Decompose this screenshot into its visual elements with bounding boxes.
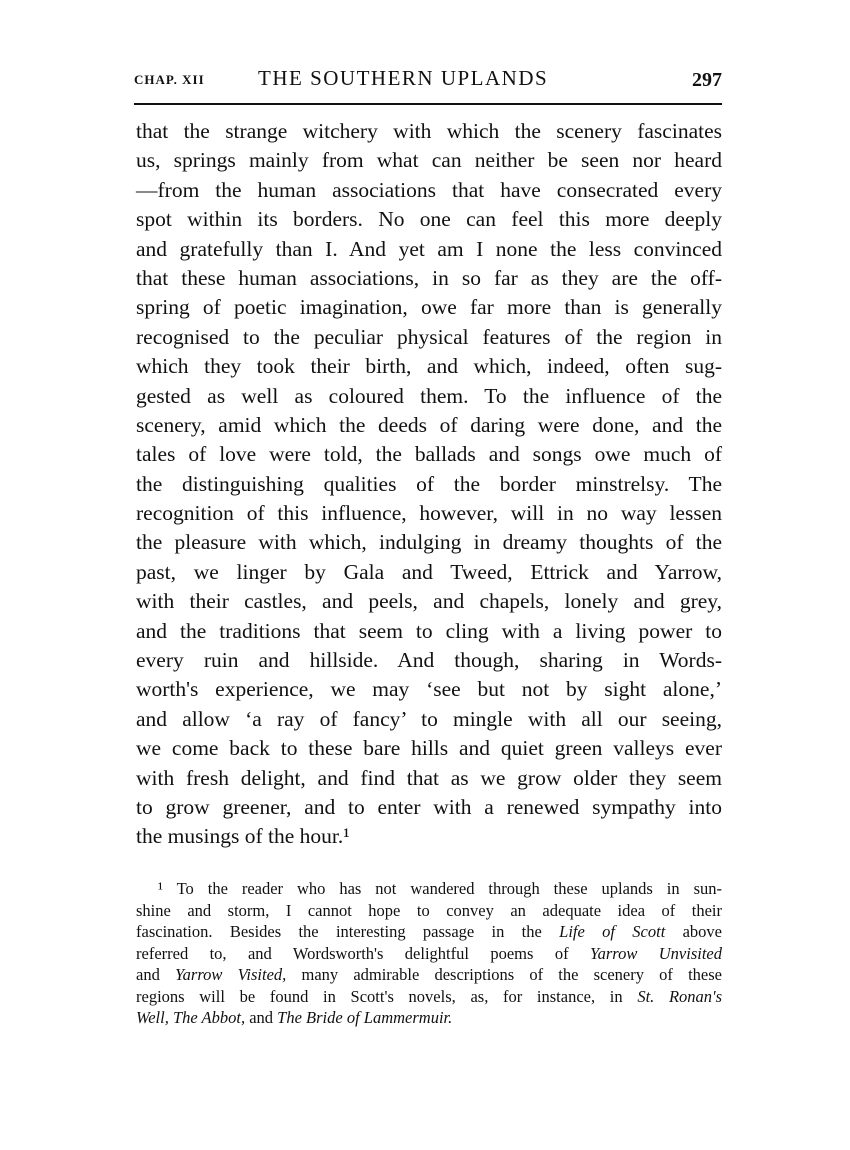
text-line: tales of love were told, the ballads and songs owe much of: [136, 442, 722, 467]
text-line: past, we linger by Gala and Tweed, Ettrick and Yarrow,: [136, 559, 722, 584]
page-number: 297: [692, 69, 722, 91]
text-line: —from the human associations that have consecrated every: [136, 177, 722, 202]
text-line: worth's experience, we may ‘see but not by sight alone,’: [136, 677, 722, 702]
text-line: recognised to the peculiar physical features of the region in: [136, 324, 722, 349]
text-line: which they took their birth, and which, indeed, often sug-: [136, 354, 722, 379]
body-text: [136, 117, 722, 852]
header-rule: [134, 103, 722, 105]
footnote-text: To the reader who has not wandered through these uplands in sun-: [176, 879, 723, 898]
chapter-label: CHAP. XII: [134, 72, 205, 87]
text-line: the pleasure with which, indulging in dreamy thoughts of the: [136, 530, 722, 555]
page-title: THE SOUTHERN UPLANDS: [258, 66, 549, 90]
text-line: spot within its borders. No one can feel this more deeply: [136, 207, 722, 232]
book-title: Yarrow Visited,: [175, 965, 287, 984]
text-line: and allow ‘a ray of fancy’ to mingle with all our seeing,: [136, 706, 722, 731]
text-line: the distinguishing qualities of the border minstrelsy. The: [136, 471, 722, 496]
book-title: St. Ronan's: [637, 986, 722, 1006]
book-title: Yarrow Unvisited: [589, 943, 722, 963]
footnote-line: [136, 964, 722, 986]
text-line: spring of poetic imagination, owe far more than is generally: [136, 295, 722, 320]
footnote-line: [136, 1007, 722, 1029]
footnote-line: shine and storm, I cannot hope to convey an adequate idea of their: [136, 900, 722, 920]
text-line: that these human associations, in so far as they are the off-: [136, 265, 722, 290]
text-line: with their castles, and peels, and chapels, lonely and grey,: [136, 589, 722, 614]
footnote-marker: ¹: [158, 879, 163, 898]
book-title: The Bride of Lammermuir.: [277, 1008, 453, 1027]
footnote: [136, 878, 722, 1029]
text-line: that the strange witchery with which the scenery fascinates: [136, 119, 722, 143]
running-head: [134, 66, 722, 96]
text-line: gested as well as coloured them. To the influence of the: [136, 383, 722, 408]
text-line: we come back to these bare hills and quiet green valleys ever: [136, 736, 722, 761]
text-line: to grow greener, and to enter with a renewed sympathy into: [136, 794, 722, 819]
footnote-line: [136, 943, 722, 965]
footnote-line: [136, 986, 722, 1008]
footnote-text: many admirable descriptions of the scenery of these: [286, 965, 722, 984]
footnote-text: and: [136, 965, 175, 984]
footnote-text: above: [665, 922, 722, 941]
footnote-text: regions will be found in Scott's novels, as, for instance, in: [136, 986, 638, 1006]
footnote-text: and: [245, 1008, 278, 1027]
text-line: and gratefully than I. And yet am I none the less convinced: [136, 236, 722, 261]
footnote-line: [136, 878, 722, 900]
text-line: and the traditions that seem to cling with a living power to: [136, 618, 722, 643]
text-line: with fresh delight, and find that as we grow older they seem: [136, 765, 722, 790]
text-line: the musings of the hour.¹: [136, 824, 350, 849]
book-title: Well, The Abbot,: [136, 1008, 246, 1027]
footnote-line: [136, 921, 722, 943]
text-line: recognition of this influence, however, will in no way lessen: [136, 501, 722, 526]
text-line: us, springs mainly from what can neither be seen nor heard: [136, 148, 722, 173]
footnote-text: fascination. Besides the interesting passage in the: [136, 922, 560, 941]
footnote-text: referred to, and Wordsworth's delightful poems of: [136, 943, 590, 963]
text-line: scenery, amid which the deeds of daring were done, and the: [136, 412, 722, 437]
text-line: every ruin and hillside. And though, sharing in Words-: [136, 648, 722, 673]
book-title: Life of Scott: [559, 922, 666, 941]
